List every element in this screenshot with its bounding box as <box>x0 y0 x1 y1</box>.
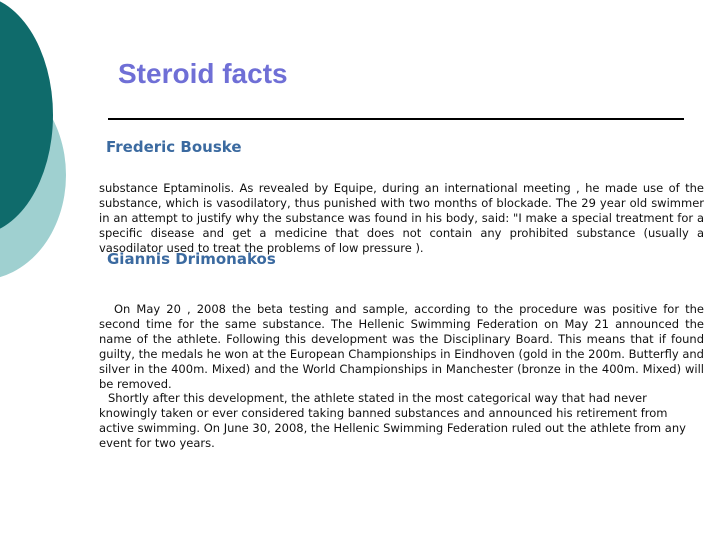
section-body-bouske <box>99 181 704 256</box>
paragraph: Shortly after this development, the athlete stated in the most categorical way that had never knowingly taken or ever considered taking banned substances and announced his retirement from active swimming. On June 30, 2008, the Hellenic Swimming Federation ruled out the athlete from any event for two years. <box>99 391 686 451</box>
section-body-drimonakos <box>99 302 704 451</box>
title-divider <box>108 118 684 120</box>
section-heading-drimonakos: Giannis Drimonakos <box>107 250 276 268</box>
decorative-circles <box>0 0 80 290</box>
paragraph: substance Eptaminolis. As revealed by Equipe, during an international meeting , he made use of the substance, which is vasodilatory, thus punished with two months of blockade. The 29 year old swimmer in an attempt to justify why the substance was found in his body, said: "I make a special treatment for a specific disease and get a medicine that does not contain any prohibited substance (usually a vasodilator used to treat the problems of low pressure ). <box>99 181 704 255</box>
section-heading-bouske: Frederic Bouske <box>106 138 242 156</box>
paragraph: On May 20 , 2008 the beta testing and sample, according to the procedure was positive for the second time for the same substance. The Hellenic Swimming Federation on May 21 announced the name of the athlete. Following this development was the Disciplinary Board. This means that if found guilty, the medals he won at the European Championships in Eindhoven (gold in the 200m. Butterfly and silver in the 400m. Mixed) and the World Championships in Manchester (bronze in the 400m. Mixed) will be removed. <box>99 302 704 391</box>
slide-title: Steroid facts <box>118 58 288 89</box>
